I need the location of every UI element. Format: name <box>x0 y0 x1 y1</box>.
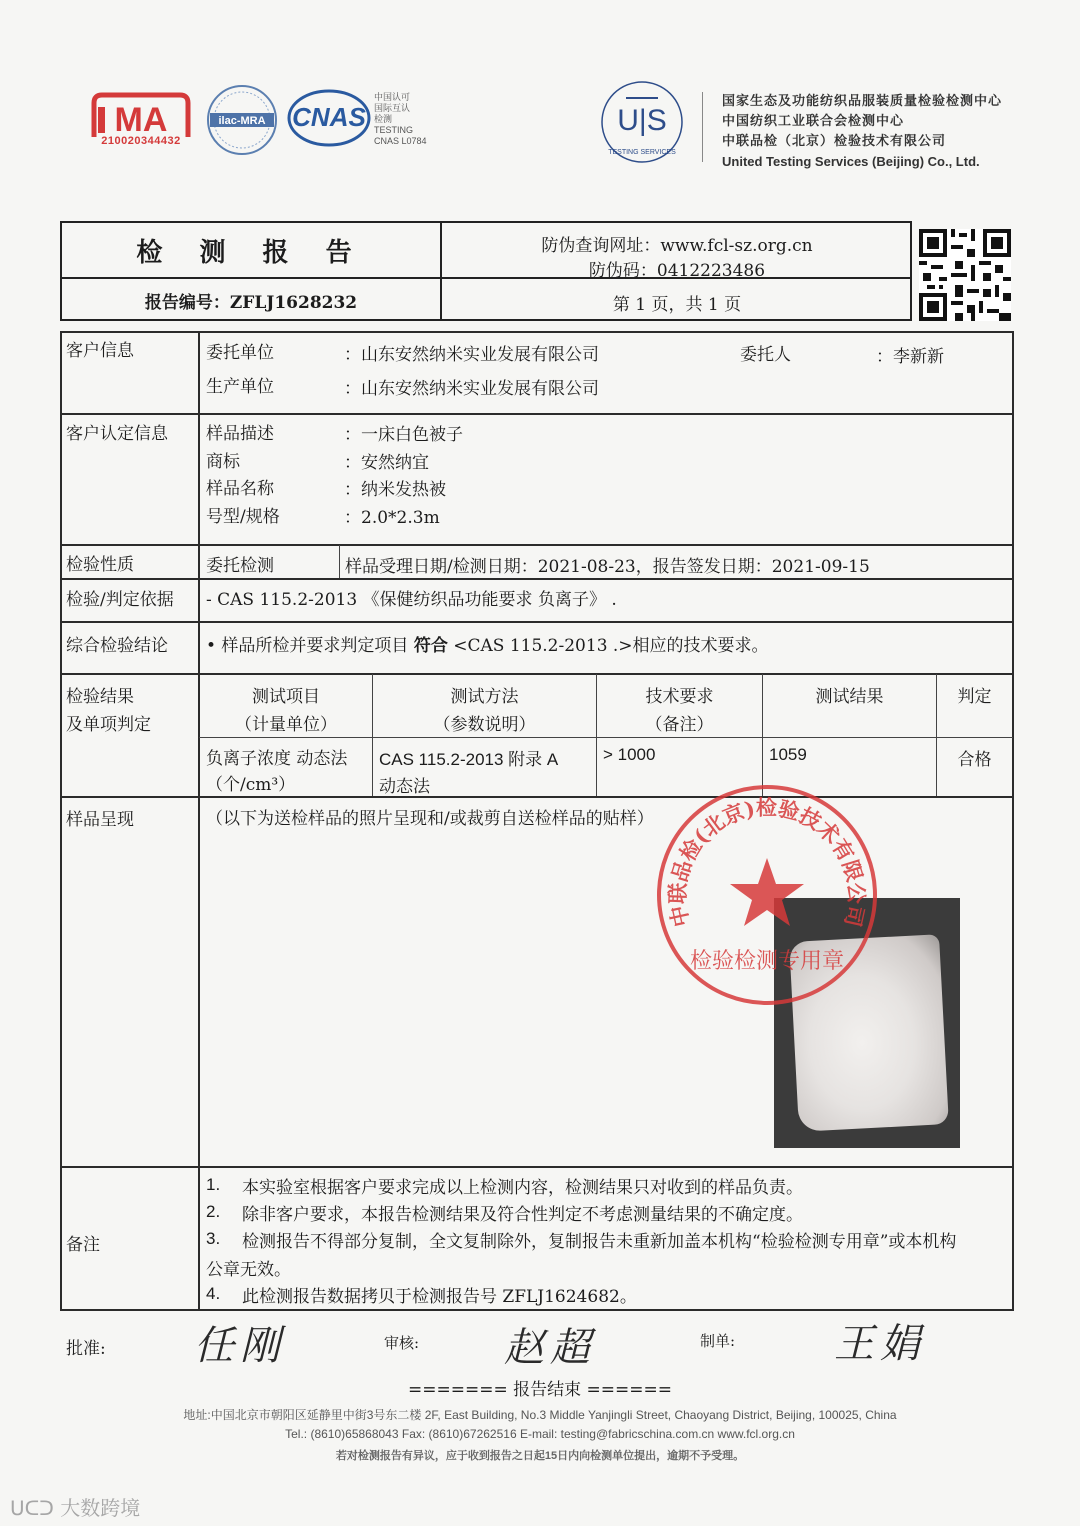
svg-text:U|S: U|S <box>617 104 667 137</box>
inspection-nature-value: 委托检测 <box>206 556 274 576</box>
svg-text:ilac-MRA: ilac-MRA <box>218 115 266 127</box>
cma-number: 210020344432 <box>101 135 181 147</box>
header-test-item: 测试项目 <box>252 687 320 707</box>
header-test-method-note: （参数说明） <box>433 715 536 735</box>
sample-name-label: 样品名称 <box>206 479 274 499</box>
results-label-line2: 及单项判定 <box>66 715 151 735</box>
remark-number: 4. <box>206 1284 221 1303</box>
client-info-label: 客户信息 <box>66 341 134 361</box>
conclusion-suffix: <CAS 115.2-2013 .>相应的技术要求。 <box>453 636 769 656</box>
sample-desc-label: 样品描述 <box>206 424 274 444</box>
report-title: 检 测 报 告 <box>136 238 366 268</box>
prepare-label: 制单: <box>700 1332 736 1350</box>
conclusion-text <box>206 631 769 656</box>
result-method: CAS 115.2-2013 附录 A <box>379 750 559 769</box>
result-value: 1059 <box>769 745 807 764</box>
approve-signature: 任刚 <box>194 1323 286 1369</box>
sample-display-label: 样品呈现 <box>66 810 134 830</box>
qr-code <box>919 229 1011 321</box>
sample-info-label: 客户认定信息 <box>66 424 168 444</box>
review-signature: 赵超 <box>504 1325 596 1371</box>
model-spec-label: 号型/规格 <box>206 507 280 527</box>
header-test-item-unit: （计量单位） <box>235 715 337 735</box>
approve-label: 批准: <box>66 1339 106 1359</box>
producer-label: 生产单位 <box>206 377 274 397</box>
ilac-mra-logo <box>204 82 280 158</box>
entrust-unit-label: 委托单位 <box>206 343 274 363</box>
remark-text: 此检测报告数据拷贝于检测报告号 ZFLJ1624682。 <box>242 1287 637 1307</box>
producer-value: ：山东安然纳米实业发展有限公司 <box>344 379 599 399</box>
inspection-stamp <box>652 780 882 1010</box>
sample-desc-value: ：一床白色被子 <box>344 425 463 445</box>
header-result: 测试结果 <box>815 687 884 707</box>
entrust-person-value: ：李新新 <box>876 347 944 367</box>
result-verdict: 合格 <box>957 750 992 770</box>
remark-number: 3. <box>206 1229 221 1248</box>
review-label: 审核: <box>384 1334 420 1352</box>
prepare-signature: 王娟 <box>834 1321 926 1367</box>
sample-name-value: ：纳米发热被 <box>344 480 446 500</box>
inspection-dates: 样品受理日期/检测日期：2021-08-23，报告签发日期：2021-09-15 <box>345 557 870 577</box>
page-info: 第 1 页，共 1 页 <box>612 295 742 315</box>
result-item-unit: （个/cm³） <box>206 775 296 795</box>
cnas-logo <box>286 88 372 148</box>
brand-label: 商标 <box>206 452 240 472</box>
uts-logo <box>596 80 688 172</box>
conclusion-label: 综合检验结论 <box>66 636 168 656</box>
model-spec-value: ：2.0*2.3m <box>344 508 440 528</box>
verify-url: 防伪查询网址：www.fcl-sz.org.cn <box>541 236 813 256</box>
svg-text:TESTING SERVICES: TESTING SERVICES <box>608 149 676 156</box>
stamp-ring-text: 中联品检(北京)检验技术有限公司 <box>664 794 870 930</box>
footer-contact: Tel.: (8610)65868043 Fax: (8610)67262516 E-mail: testing@fabricschina.com.cn www.fcl.org.cn <box>285 1427 795 1441</box>
remark-text: 本实验室根据客户要求完成以上检测内容，检测结果只对收到的样品负责。 <box>242 1178 803 1198</box>
remark-text-cont: 公章无效。 <box>206 1260 291 1280</box>
organization-names: 国家生态及功能纺织品服装质量检验检测中心 中国纺织工业联合会检测中心 中联品检（北京）检验技术有限公司 United Testing Services (Beijing) Co., Ltd. <box>722 94 1003 169</box>
inspection-nature-label: 检验性质 <box>66 555 134 575</box>
watermark <box>10 1492 140 1521</box>
header-requirement-note: （备注） <box>645 715 714 735</box>
footer-address: 地址:中国北京市朝阳区延静里中街3号东二楼 2F, East Building, No.3 Middle Yanjingli Street, Chaoyang District, Beijing, 100025, China <box>183 1408 897 1422</box>
basis-value: - CAS 115.2-2013 《保健纺织品功能要求 负离子》 . <box>206 590 617 610</box>
conclusion-prefix: • 样品所检并要求判定项目 <box>206 636 409 656</box>
results-label-line1: 检验结果 <box>66 687 134 707</box>
cnas-caption: 中国认可 国际互认 检测 TESTING CNAS L0784 <box>374 92 427 146</box>
brand-value: ：安然纳宜 <box>344 453 429 473</box>
verify-code: 防伪码：0412223486 <box>588 261 766 281</box>
watermark-icon: ᑌᑕᑐ <box>10 1496 54 1520</box>
remarks-label: 备注 <box>66 1235 100 1255</box>
svg-text:CNAS: CNAS <box>292 102 366 132</box>
stamp-bottom-text: 检验检测专用章 <box>689 949 845 974</box>
entrust-unit-value: ：山东安然纳米实业发展有限公司 <box>344 345 599 365</box>
sample-display-note: （以下为送检样品的照片呈现和/或裁剪自送检样品的贴样） <box>206 809 654 829</box>
footer-notice: 若对检测报告有异议，应于收到报告之日起15日内向检测单位提出，逾期不予受理。 <box>335 1450 745 1462</box>
report-number: 报告编号：ZFLJ1628232 <box>144 293 358 313</box>
remark-number: 1. <box>206 1175 221 1194</box>
remark-text: 除非客户要求，本报告检测结果及符合性判定不考虑测量结果的不确定度。 <box>242 1205 803 1225</box>
svg-text:MA: MA <box>114 101 168 139</box>
header-divider <box>702 92 703 162</box>
header-requirement: 技术要求 <box>645 687 714 707</box>
result-method-note: 动态法 <box>379 777 430 797</box>
basis-label: 检验/判定依据 <box>66 590 174 610</box>
report-end-mark: ======= 报告结束 ====== <box>408 1380 672 1400</box>
header-verdict: 判定 <box>957 687 992 707</box>
conclusion-verdict: 符合 <box>413 636 448 656</box>
remark-text: 检测报告不得部分复制，全文复制除外，复制报告未重新加盖本机构“检验检测专用章”或本机构 <box>242 1232 957 1252</box>
entrust-person-label: 委托人 <box>740 345 791 365</box>
watermark-text: 大数跨境 <box>60 1496 141 1520</box>
result-requirement: > 1000 <box>603 745 656 764</box>
remark-number: 2. <box>206 1202 221 1221</box>
result-item: 负离子浓度 动态法 <box>206 749 348 769</box>
header-test-method: 测试方法 <box>450 687 519 707</box>
